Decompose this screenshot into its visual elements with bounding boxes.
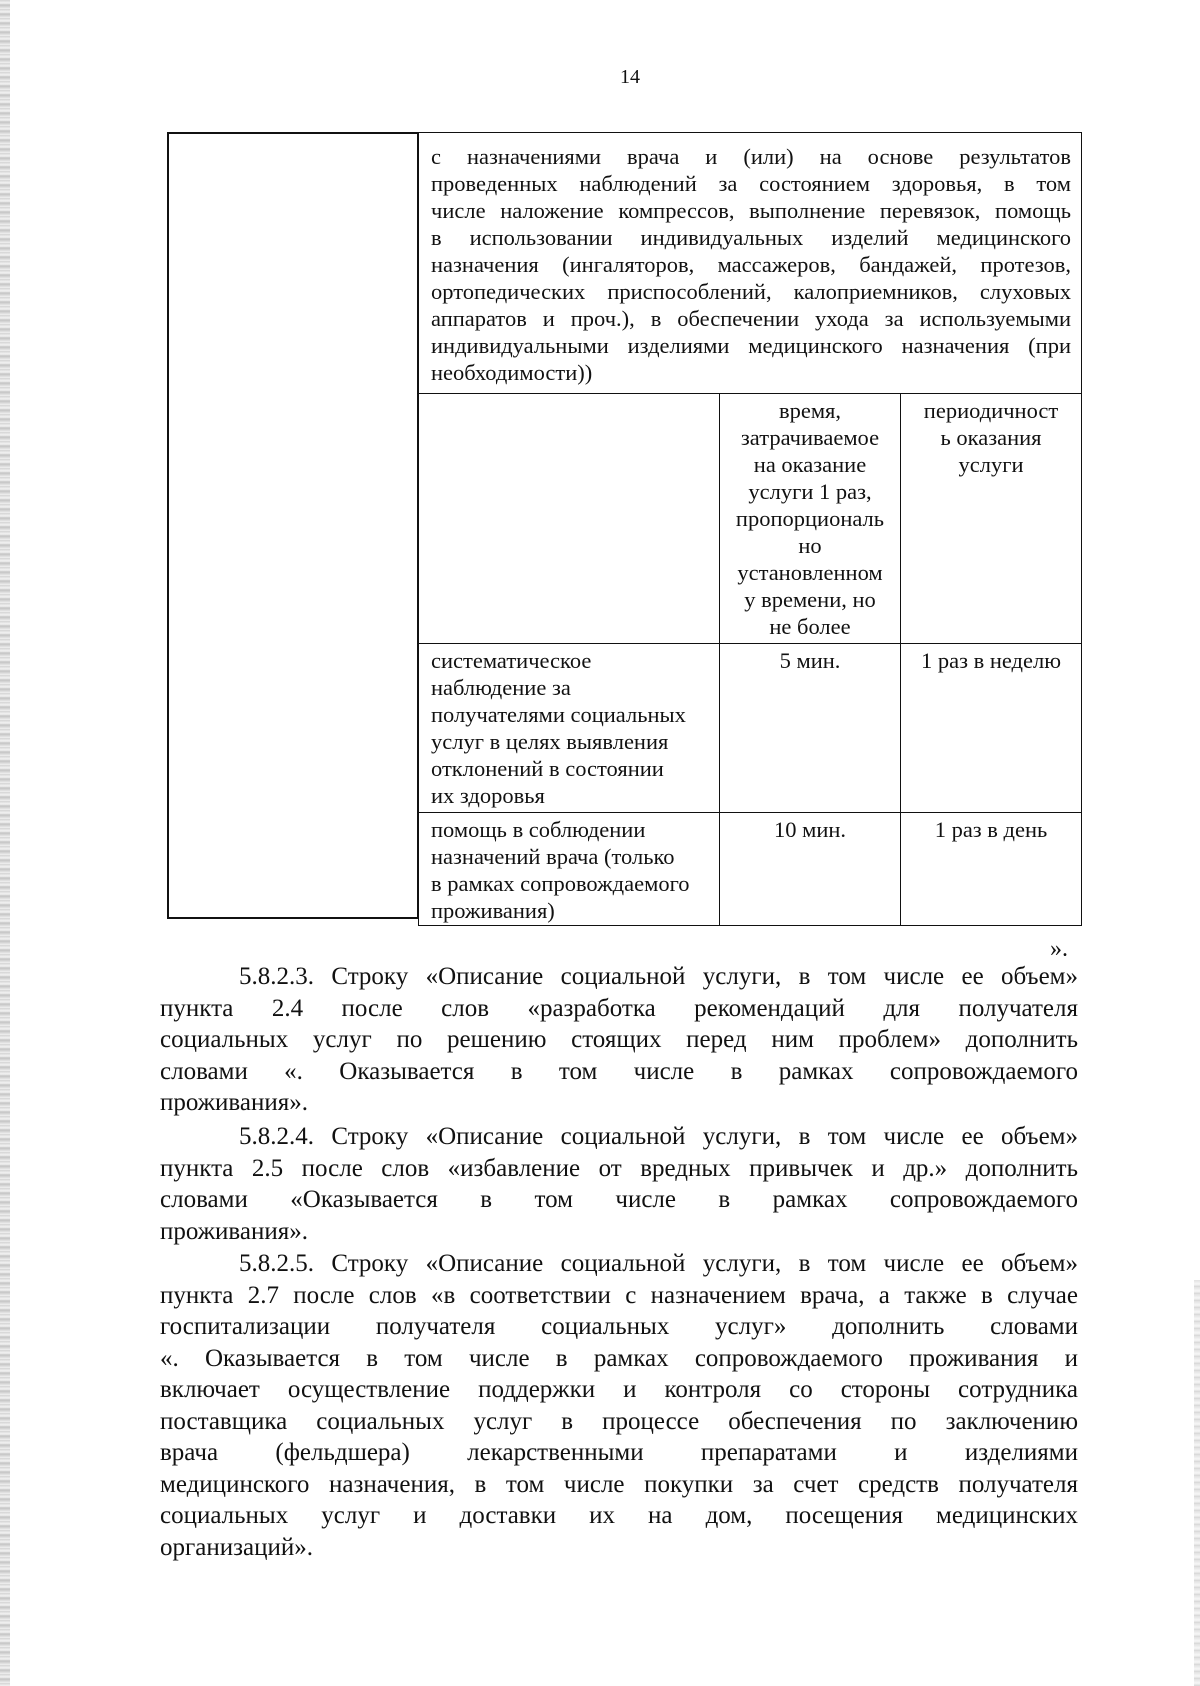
- table-cell-service-description: [418, 132, 1082, 394]
- row-name-line: в рамках сопровождаемого: [431, 871, 690, 896]
- header-time-line: пропорциональ: [735, 506, 885, 531]
- paragraph-line: словами «Оказывается в том числе в рамках сопровождаемого: [160, 1186, 1078, 1213]
- row-name-line: отклонений в состоянии: [431, 756, 664, 781]
- table-row-2-name: [418, 812, 720, 926]
- paragraph-line: социальных услуг и доставки их на дом, посещения медицинских: [160, 1502, 1078, 1529]
- table-row-1-time: 5 мин.: [719, 643, 901, 813]
- paragraph-5-8-2-4: [160, 1121, 1078, 1247]
- header-time-line: не более: [769, 614, 851, 639]
- row-name-line: их здоровья: [431, 783, 545, 808]
- row-name-line: помощь в соблюдении: [431, 817, 646, 842]
- paragraph-line: врача (фельдшера) лекарственными препаратами и изделиями: [160, 1439, 1078, 1466]
- paragraph-line: 5.8.2.4. Строку «Описание социальной услуги, в том числе ее объем»: [239, 1123, 1078, 1150]
- table-row-1-period: 1 раз в неделю: [900, 643, 1082, 813]
- table-text-line: назначения (ингаляторов, массажеров, бандажей, протезов,: [431, 252, 1071, 277]
- row-name-line: систематическое: [431, 648, 592, 673]
- table-row-1-name: [418, 643, 720, 813]
- paragraph-line: пункта 2.4 после слов «разработка рекомендаций для получателя: [160, 994, 1078, 1022]
- table-text-line: проведенных наблюдений за состоянием здоровья, в том: [431, 171, 1071, 196]
- table-left-column: [167, 132, 419, 919]
- table-text-line: индивидуальными изделиями медицинского назначения (при: [431, 333, 1071, 358]
- table-text-line: в использовании индивидуальных изделий медицинского: [431, 225, 1071, 250]
- header-time-line: у времени, но: [744, 587, 876, 612]
- paragraph-line: организаций».: [160, 1533, 313, 1561]
- table-row-2-period: 1 раз в день: [900, 812, 1082, 926]
- paragraph-5-8-2-3: [160, 961, 1078, 1119]
- paragraph-line: пункта 2.5 после слов «избавление от вредных привычек и др.» дополнить: [160, 1154, 1078, 1182]
- header-time-line: услуги 1 раз,: [748, 479, 872, 504]
- header-time-line: на оказание: [753, 452, 867, 477]
- row-name-line: проживания): [431, 898, 555, 923]
- header-period-line: периодичност: [923, 398, 1059, 423]
- paragraph-line: словами «. Оказывается в том числе в рамках сопровождаемого: [160, 1057, 1078, 1085]
- row-name-line: услуг в целях выявления: [431, 729, 669, 754]
- paragraph-line: проживания».: [160, 1089, 308, 1116]
- header-time-line: затрачиваемое: [740, 425, 880, 450]
- page-number: 14: [620, 66, 640, 88]
- row-name-line: назначений врача (только: [431, 844, 675, 869]
- row-name-line: наблюдение за: [431, 675, 571, 700]
- paragraph-line: включает осуществление поддержки и контроля со стороны сотрудника: [160, 1376, 1078, 1403]
- paragraph-line: пункта 2.7 после слов «в соответствии с назначением врача, а также в случае: [160, 1281, 1078, 1309]
- paragraph-line: 5.8.2.3. Строку «Описание социальной услуги, в том числе ее объем»: [239, 963, 1078, 990]
- header-period-line: ь оказания: [940, 425, 1042, 450]
- paragraph-line: госпитализации получателя социальных услуг» дополнить словами: [160, 1313, 1078, 1340]
- paragraph-line: проживания».: [160, 1217, 308, 1245]
- table-text-line: необходимости)): [431, 360, 593, 385]
- row-name-line: получателями социальных: [431, 702, 686, 727]
- scan-edge-left: [0, 0, 10, 1686]
- table-header-period: [900, 393, 1082, 644]
- paragraph-line: 5.8.2.5. Строку «Описание социальной услуги, в том числе ее объем»: [239, 1250, 1078, 1277]
- table-text-line: числе наложение компрессов, выполнение перевязок, помощь: [431, 198, 1071, 223]
- table-row-2-time: 10 мин.: [719, 812, 901, 926]
- paragraph-line: «. Оказывается в том числе в рамках сопровождаемого проживания и: [160, 1344, 1078, 1372]
- table-text-line: ортопедических приспособлений, калоприемников, слуховых: [431, 279, 1071, 304]
- paragraph-line: медицинского назначения, в том числе покупки за счет средств получателя: [160, 1470, 1078, 1498]
- closing-quote: ».: [1050, 936, 1068, 962]
- table-text-line: с назначениями врача и (или) на основе результатов: [431, 144, 1071, 169]
- header-time-line: время,: [778, 398, 842, 423]
- header-time-line: установленном: [737, 560, 883, 585]
- scan-edge-right: [1194, 1280, 1200, 1686]
- table-header-time: [719, 393, 901, 644]
- header-period-line: услуги: [958, 452, 1024, 477]
- paragraph-5-8-2-5: [160, 1248, 1078, 1563]
- paragraph-line: поставщика социальных услуг в процессе обеспечения по заключению: [160, 1407, 1078, 1435]
- table-text-line: аппаратов и проч.), в обеспечении ухода за используемыми: [431, 306, 1071, 331]
- table-header-blank: [418, 393, 720, 644]
- header-time-line: но: [798, 533, 822, 558]
- paragraph-line: социальных услуг по решению стоящих перед ним проблем» дополнить: [160, 1026, 1078, 1053]
